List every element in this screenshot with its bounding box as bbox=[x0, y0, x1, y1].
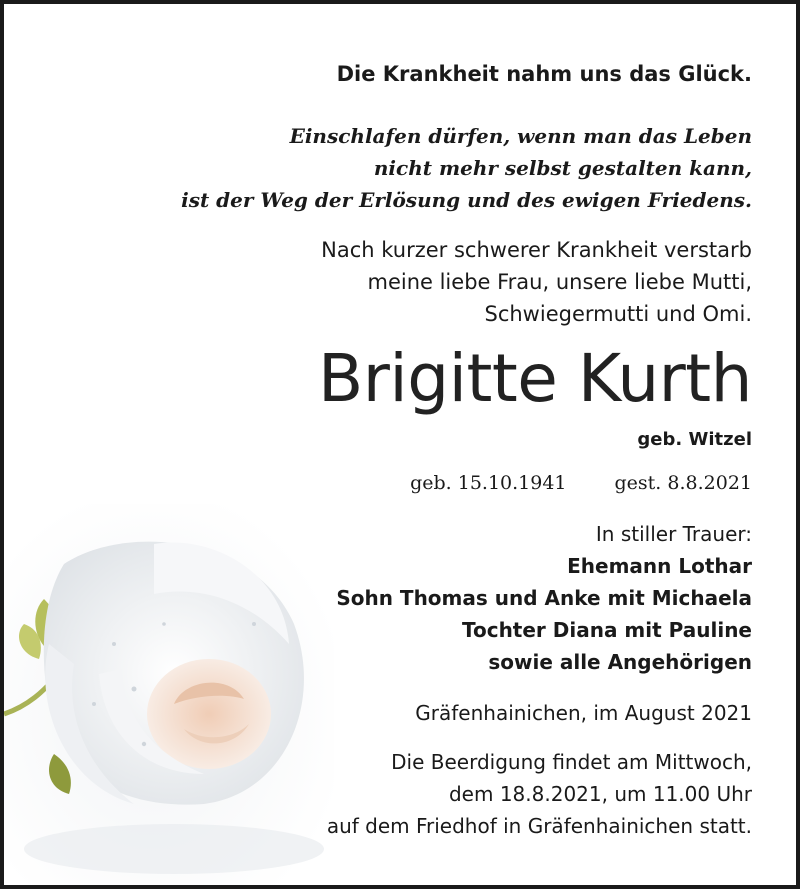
birth-date: geb. 15.10.1941 bbox=[410, 472, 567, 494]
funeral-line: dem 18.8.2021, um 11.00 Uhr bbox=[448, 782, 752, 806]
place-date: Gräfenhainichen, im August 2021 bbox=[415, 701, 752, 725]
mourners-block bbox=[336, 518, 752, 678]
mourner-name: sowie alle Angehörigen bbox=[488, 650, 752, 674]
mourners-label: In stiller Trauer: bbox=[595, 522, 752, 546]
quote-block bbox=[181, 120, 752, 216]
intro-line: Nach kurzer schwerer Krankheit verstarb bbox=[321, 238, 752, 262]
life-dates bbox=[410, 472, 752, 494]
intro-line: meine liebe Frau, unsere liebe Mutti, bbox=[367, 270, 752, 294]
funeral-line: Die Beerdigung findet am Mittwoch, bbox=[391, 750, 752, 774]
intro-line: Schwiegermutti und Omi. bbox=[484, 302, 752, 326]
funeral-info bbox=[327, 746, 752, 842]
quote-line: ist der Weg der Erlösung und des ewigen Friedens. bbox=[181, 188, 752, 212]
funeral-line: auf dem Friedhof in Gräfenhainichen statt. bbox=[326, 814, 752, 838]
motto-heading: Die Krankheit nahm uns das Glück. bbox=[336, 62, 752, 86]
quote-line: Einschlafen dürfen, wenn man das Leben bbox=[289, 124, 752, 148]
maiden-name: geb. Witzel bbox=[637, 429, 752, 450]
white-rose-image bbox=[4, 504, 334, 885]
mourner-name: Tochter Diana mit Pauline bbox=[461, 618, 752, 642]
death-date: gest. 8.8.2021 bbox=[614, 472, 752, 494]
quote-line: nicht mehr selbst gestalten kann, bbox=[373, 156, 752, 180]
intro-text bbox=[321, 234, 752, 330]
mourner-name: Ehemann Lothar bbox=[567, 554, 752, 578]
mourner-name: Sohn Thomas und Anke mit Michaela bbox=[336, 586, 752, 610]
deceased-name: Brigitte Kurth bbox=[318, 340, 752, 417]
